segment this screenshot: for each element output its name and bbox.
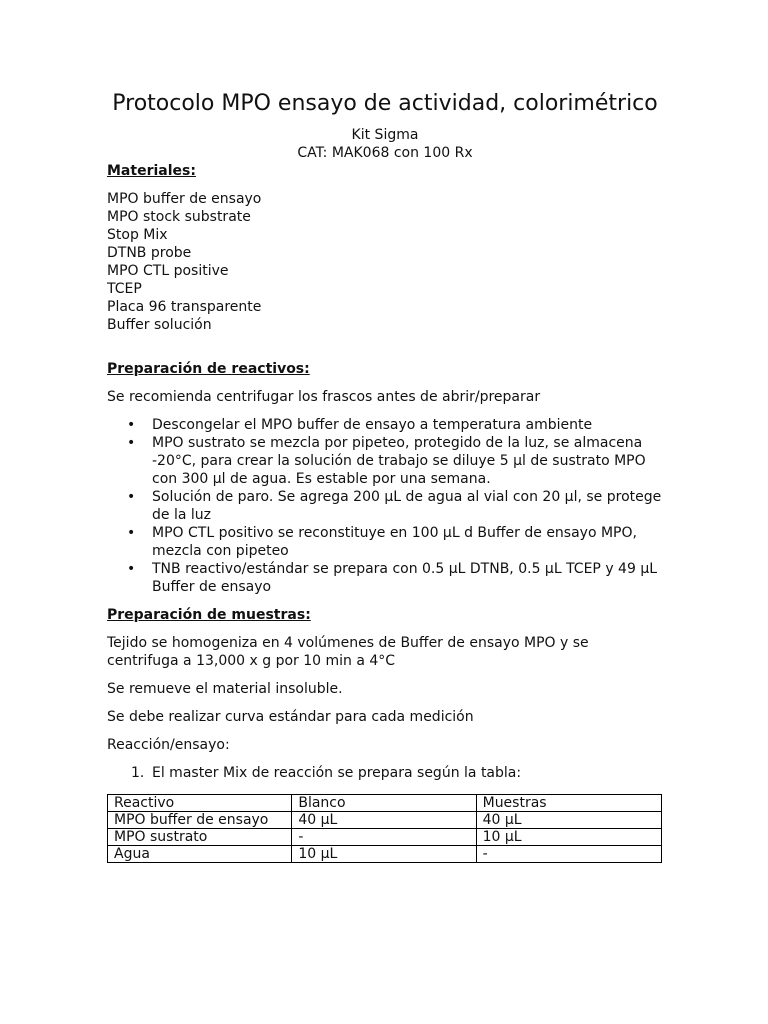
table-cell: 10 µL [476, 829, 661, 846]
bullet-text: TNB reactivo/estándar se prepara con 0.5 µL DTNB, 0.5 µL TCEP y 49 µL Buffer de ensayo [152, 561, 658, 595]
bullet-icon: • [127, 525, 136, 541]
document-title: Protocolo MPO ensayo de actividad, colorimétrico [112, 91, 658, 116]
bullet-icon: • [127, 489, 136, 505]
list-item [107, 488, 663, 524]
bullet-text: Descongelar el MPO buffer de ensayo a temperatura ambiente [152, 417, 593, 433]
reactivos-bullets [107, 416, 663, 596]
table-row [108, 846, 662, 863]
list-item [107, 524, 663, 560]
table-cell: MPO buffer de ensayo [108, 812, 292, 829]
list-item: Buffer solución [107, 317, 212, 333]
list-item [107, 560, 663, 596]
muestras-paragraph-1: Tejido se homogeniza en 4 volúmenes de Buffer de ensayo MPO y se centrifuga a 13,000 x g por 10 min a 4°C [107, 635, 589, 669]
bullet-text: MPO CTL positivo se reconstituye en 100 µL d Buffer de ensayo MPO, mezcla con pipeteo [152, 525, 637, 559]
list-item [107, 416, 663, 434]
reactivos-heading: Preparación de reactivos: [107, 361, 310, 377]
list-item [107, 434, 663, 488]
table-header-cell: Muestras [476, 795, 661, 812]
materiales-list [107, 190, 663, 334]
list-item: TCEP [107, 281, 142, 297]
muestras-paragraph-4: Reacción/ensayo: [107, 737, 230, 753]
list-item: DTNB probe [107, 245, 192, 261]
table-cell: - [292, 829, 476, 846]
step-text: El master Mix de reacción se prepara según la tabla: [152, 765, 522, 781]
bullet-icon: • [127, 435, 136, 451]
table-cell: 10 µL [292, 846, 476, 863]
bullet-icon: • [127, 417, 136, 433]
document-page [107, 88, 663, 863]
list-item: Stop Mix [107, 227, 168, 243]
table-header-cell: Reactivo [108, 795, 292, 812]
list-item: MPO CTL positive [107, 263, 229, 279]
table-cell: - [476, 846, 661, 863]
bullet-text: Solución de paro. Se agrega 200 µL de agua al vial con 20 µl, se protege de la luz [152, 489, 662, 523]
table-row [108, 829, 662, 846]
table-cell: MPO sustrato [108, 829, 292, 846]
table-header-cell: Blanco [292, 795, 476, 812]
step-number: 1. [131, 765, 145, 781]
table-cell: Agua [108, 846, 292, 863]
cat-line: CAT: MAK068 con 100 Rx [297, 145, 473, 161]
list-item: Placa 96 transparente [107, 299, 262, 315]
table-row [108, 812, 662, 829]
table-cell: 40 µL [476, 812, 661, 829]
steps-list [107, 764, 663, 782]
materiales-heading: Materiales: [107, 163, 196, 179]
muestras-paragraph-3: Se debe realizar curva estándar para cada medición [107, 709, 474, 725]
reactivos-intro: Se recomienda centrifugar los frascos antes de abrir/preparar [107, 389, 541, 405]
master-mix-table [107, 794, 662, 863]
list-item [107, 764, 663, 782]
table-cell: 40 µL [292, 812, 476, 829]
bullet-icon: • [127, 561, 136, 577]
muestras-heading: Preparación de muestras: [107, 607, 311, 623]
kit-line: Kit Sigma [351, 127, 419, 143]
list-item: MPO stock substrate [107, 209, 251, 225]
bullet-text: MPO sustrato se mezcla por pipeteo, protegido de la luz, se almacena -20°C, para crear la solución de trabajo se diluye 5 µl de sustrato MPO con 300 µl de agua. Es estable por una semana. [152, 435, 646, 487]
table-header-row [108, 795, 662, 812]
muestras-paragraph-2: Se remueve el material insoluble. [107, 681, 343, 697]
list-item: MPO buffer de ensayo [107, 191, 262, 207]
